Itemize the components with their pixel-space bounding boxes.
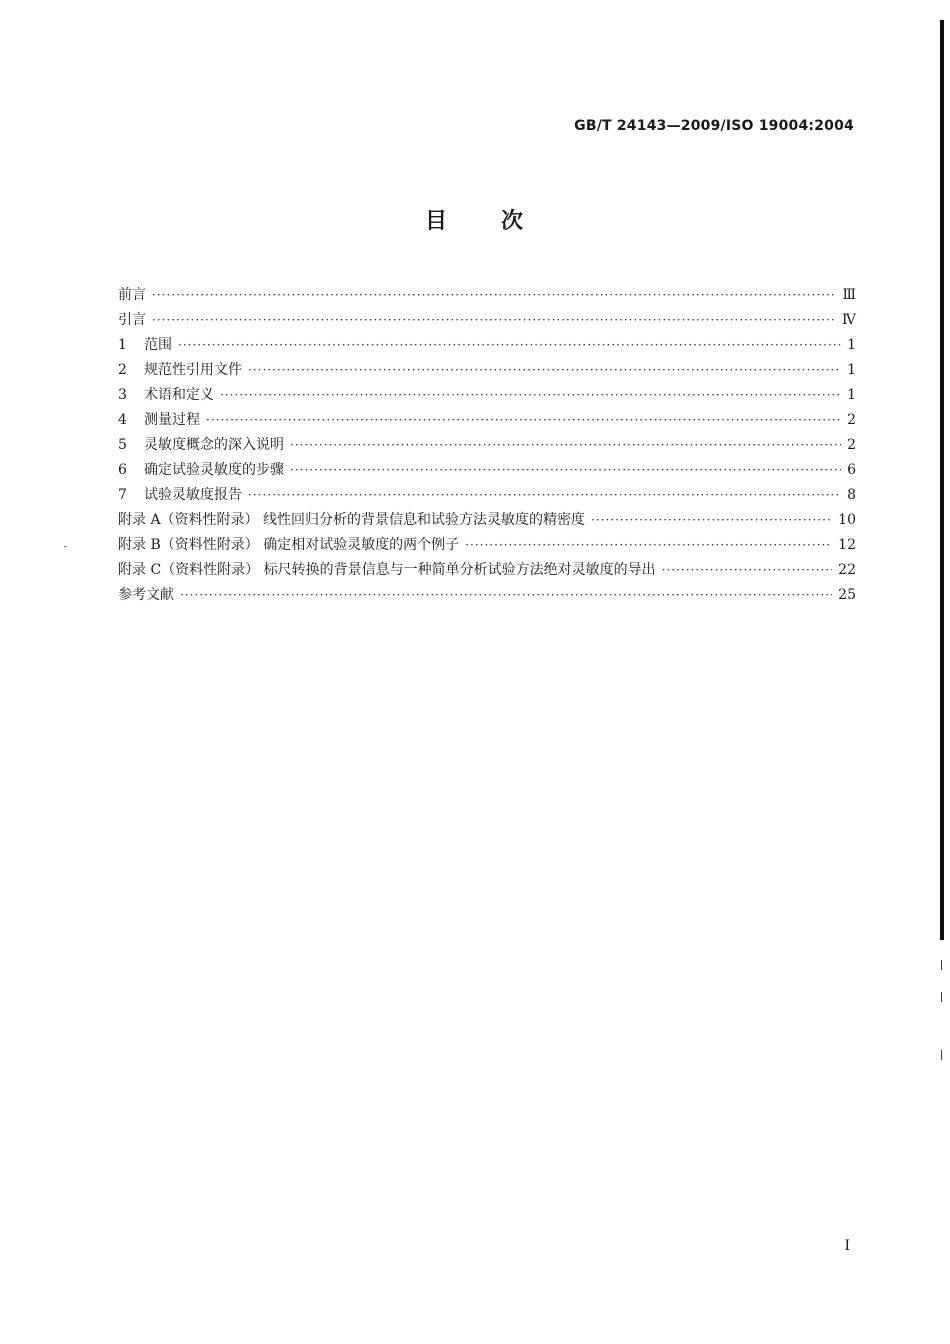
toc-entry-page: 1 [847,362,856,378]
toc-leader-dots [290,438,841,452]
toc-leader-dots [591,513,832,527]
scan-mark [941,960,942,970]
toc-entry-number: 5 [118,437,127,453]
toc-entry-number: 3 [118,387,127,403]
toc-entry-label: 引言 [118,312,146,328]
toc-entry-page: 2 [847,437,856,453]
toc-leader-dots [220,388,841,402]
toc-entry-page: 2 [847,412,856,428]
standard-code: GB/T 24143—2009/ISO 19004:2004 [574,118,854,134]
toc-title [0,204,950,235]
toc-leader-dots [178,338,841,352]
toc-leader-dots [465,538,832,552]
toc-entry-annex-b[interactable] [118,534,856,559]
toc-entry-page: 10 [838,512,856,528]
toc-leader-dots [662,563,833,577]
toc-entry-7[interactable] [118,484,856,509]
toc-entry-page: 1 [847,387,856,403]
toc-entry-introduction[interactable] [118,309,856,334]
toc-leader-dots [206,413,841,427]
toc-entry-label: 术语和定义 [144,387,214,403]
toc-entry-page: 8 [847,487,856,503]
toc-entry-6[interactable] [118,459,856,484]
toc-entry-1[interactable] [118,334,856,359]
toc-entry-number: 2 [118,362,127,378]
toc-leader-dots [180,588,832,602]
toc-entry-label: 确定试验灵敏度的步骤 [144,462,284,478]
scan-edge-line [940,20,944,940]
toc-leader-dots [290,463,841,477]
toc-entry-page: 1 [847,337,856,353]
scan-mark [941,1050,942,1060]
toc-title-left: 目 [424,209,449,234]
toc-entry-4[interactable] [118,409,856,434]
toc-leader-dots [248,363,841,377]
toc-entry-label: 灵敏度概念的深入说明 [144,437,284,453]
toc-entry-annex-c[interactable] [118,559,856,584]
toc-title-right: 次 [501,209,526,234]
toc-entry-bibliography[interactable] [118,584,856,609]
toc-entry-label: 参考文献 [118,587,174,603]
toc-entry-2[interactable] [118,359,856,384]
toc-list [118,284,856,609]
toc-entry-label: 范围 [144,337,172,353]
toc-leader-dots [152,288,836,302]
scan-mark [941,992,942,1002]
page-number: I [844,1238,850,1254]
toc-entry-number: 6 [118,462,127,478]
toc-entry-label: 测量过程 [144,412,200,428]
toc-entry-5[interactable] [118,434,856,459]
toc-entry-label: 试验灵敏度报告 [144,487,242,503]
toc-entry-label: 前言 [118,287,146,303]
toc-entry-annex-a[interactable] [118,509,856,534]
toc-entry-page: 25 [838,587,856,603]
toc-entry-3[interactable] [118,384,856,409]
scan-speck [64,546,67,547]
toc-entry-page: 12 [838,537,856,553]
toc-entry-label: 附录 A（资料性附录） 线性回归分析的背景信息和试验方法灵敏度的精密度 [118,512,586,528]
toc-entry-number: 1 [118,337,127,353]
toc-entry-page: 22 [838,562,856,578]
toc-entry-page: 6 [847,462,856,478]
toc-leader-dots [248,488,841,502]
toc-entry-label: 附录 B（资料性附录） 确定相对试验灵敏度的两个例子 [118,537,460,553]
toc-entry-label: 规范性引用文件 [144,362,242,378]
toc-entry-page: Ⅲ [842,287,856,303]
toc-entry-foreword[interactable] [118,284,856,309]
toc-entry-number: 4 [118,412,127,428]
toc-leader-dots [152,313,836,327]
toc-entry-page: Ⅳ [842,312,856,328]
toc-entry-number: 7 [118,487,127,503]
toc-entry-label: 附录 C（资料性附录） 标尺转换的背景信息与一种简单分析试验方法绝对灵敏度的导出 [118,562,656,578]
